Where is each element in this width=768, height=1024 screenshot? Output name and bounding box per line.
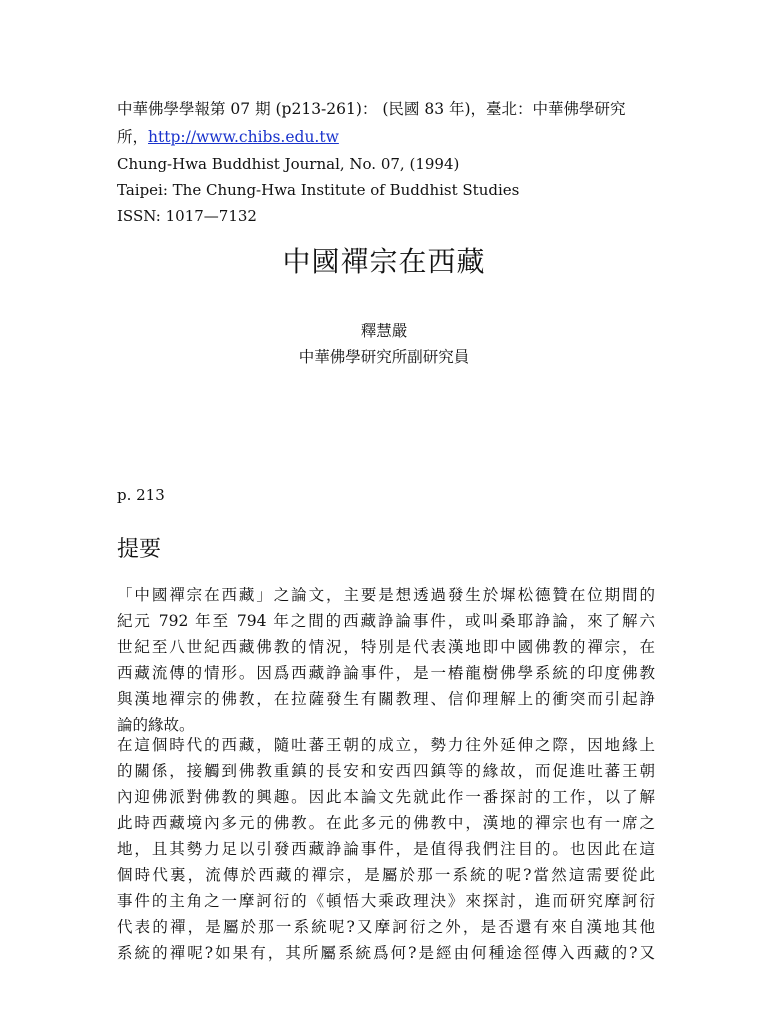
journal-english-title: Chung-Hwa Buddhist Journal, No. 07, (1994) bbox=[117, 155, 460, 173]
paragraph-line: 論的緣故。 bbox=[117, 716, 195, 734]
paragraph-line: 此時西藏境內多元的佛教。在此多元的佛教中，漢地的禪宗也有一席之 bbox=[117, 814, 655, 832]
author-block bbox=[0, 318, 768, 370]
paragraph-line: 世紀至八世紀西藏佛教的情況，特別是代表漢地即中國佛教的禪宗，在 bbox=[117, 638, 655, 656]
citation-line-2-prefix: 所， bbox=[117, 128, 149, 146]
paragraph-line: 在這個時代的西藏，隨吐蕃王朝的成立，勢力往外延伸之際，因地緣上 bbox=[117, 736, 655, 754]
paragraph-line: 地，且其勢力足以引發西藏諍論事件，是值得我們注目的。也因此在這 bbox=[117, 840, 655, 858]
paragraph-line: 事件的主角之一摩訶衍的《頓悟大乘政理決》來探討，進而研究摩訶衍 bbox=[117, 892, 655, 910]
citation-header bbox=[117, 95, 657, 229]
citation-line-1: 中華佛學學報第 07 期 (p213-261)： (民國 83 年)，臺北：中華佛學研究 bbox=[117, 100, 626, 118]
author-name: 釋慧嚴 bbox=[360, 322, 408, 340]
paragraph-line: 系統的禪呢?如果有，其所屬系統爲何?是經由何種途徑傳入西藏的?又 bbox=[117, 944, 655, 962]
paragraph-line: 的關係，接觸到佛教重鎮的長安和安西四鎮等的緣故，而促進吐蕃王朝 bbox=[117, 762, 655, 780]
paragraph-line: 與漢地禪宗的佛教，在拉薩發生有關教理、信仰理解上的衝突而引起諍 bbox=[117, 690, 655, 708]
paragraph-line: 內迎佛派對佛教的興趣。因此本論文先就此作一番探討的工作，以了解 bbox=[117, 788, 655, 806]
page-number: p. 213 bbox=[117, 486, 165, 504]
website-link[interactable]: http://www.chibs.edu.tw bbox=[148, 128, 339, 146]
paragraph-line: 個時代裏，流傳於西藏的禪宗，是屬於那一系統的呢?當然這需要從此 bbox=[117, 866, 655, 884]
abstract-paragraph-1 bbox=[117, 582, 655, 738]
section-heading: 提要 bbox=[117, 537, 162, 562]
author-affiliation: 中華佛學研究所副研究員 bbox=[298, 348, 470, 366]
abstract-paragraph-2 bbox=[117, 732, 655, 966]
paragraph-line: 西藏流傳的情形。因爲西藏諍論事件，是一樁龍樹佛學系統的印度佛教 bbox=[117, 664, 655, 682]
paragraph-line: 「中國禪宗在西藏」之論文，主要是想透過發生於墀松德贊在位期間的 bbox=[117, 586, 655, 604]
citation-line-2 bbox=[117, 123, 657, 151]
paragraph-line: 代表的禪，是屬於那一系統呢?又摩訶衍之外，是否還有來自漢地其他 bbox=[117, 918, 655, 936]
publisher-line: Taipei: The Chung-Hwa Institute of Buddhist Studies bbox=[117, 181, 520, 199]
article-title: 中國禪宗在西藏 bbox=[282, 245, 486, 278]
issn-line: ISSN: 1017—7132 bbox=[117, 207, 257, 225]
paragraph-line: 紀元 792 年至 794 年之間的西藏諍論事件，或叫桑耶諍論，來了解六 bbox=[117, 612, 655, 630]
